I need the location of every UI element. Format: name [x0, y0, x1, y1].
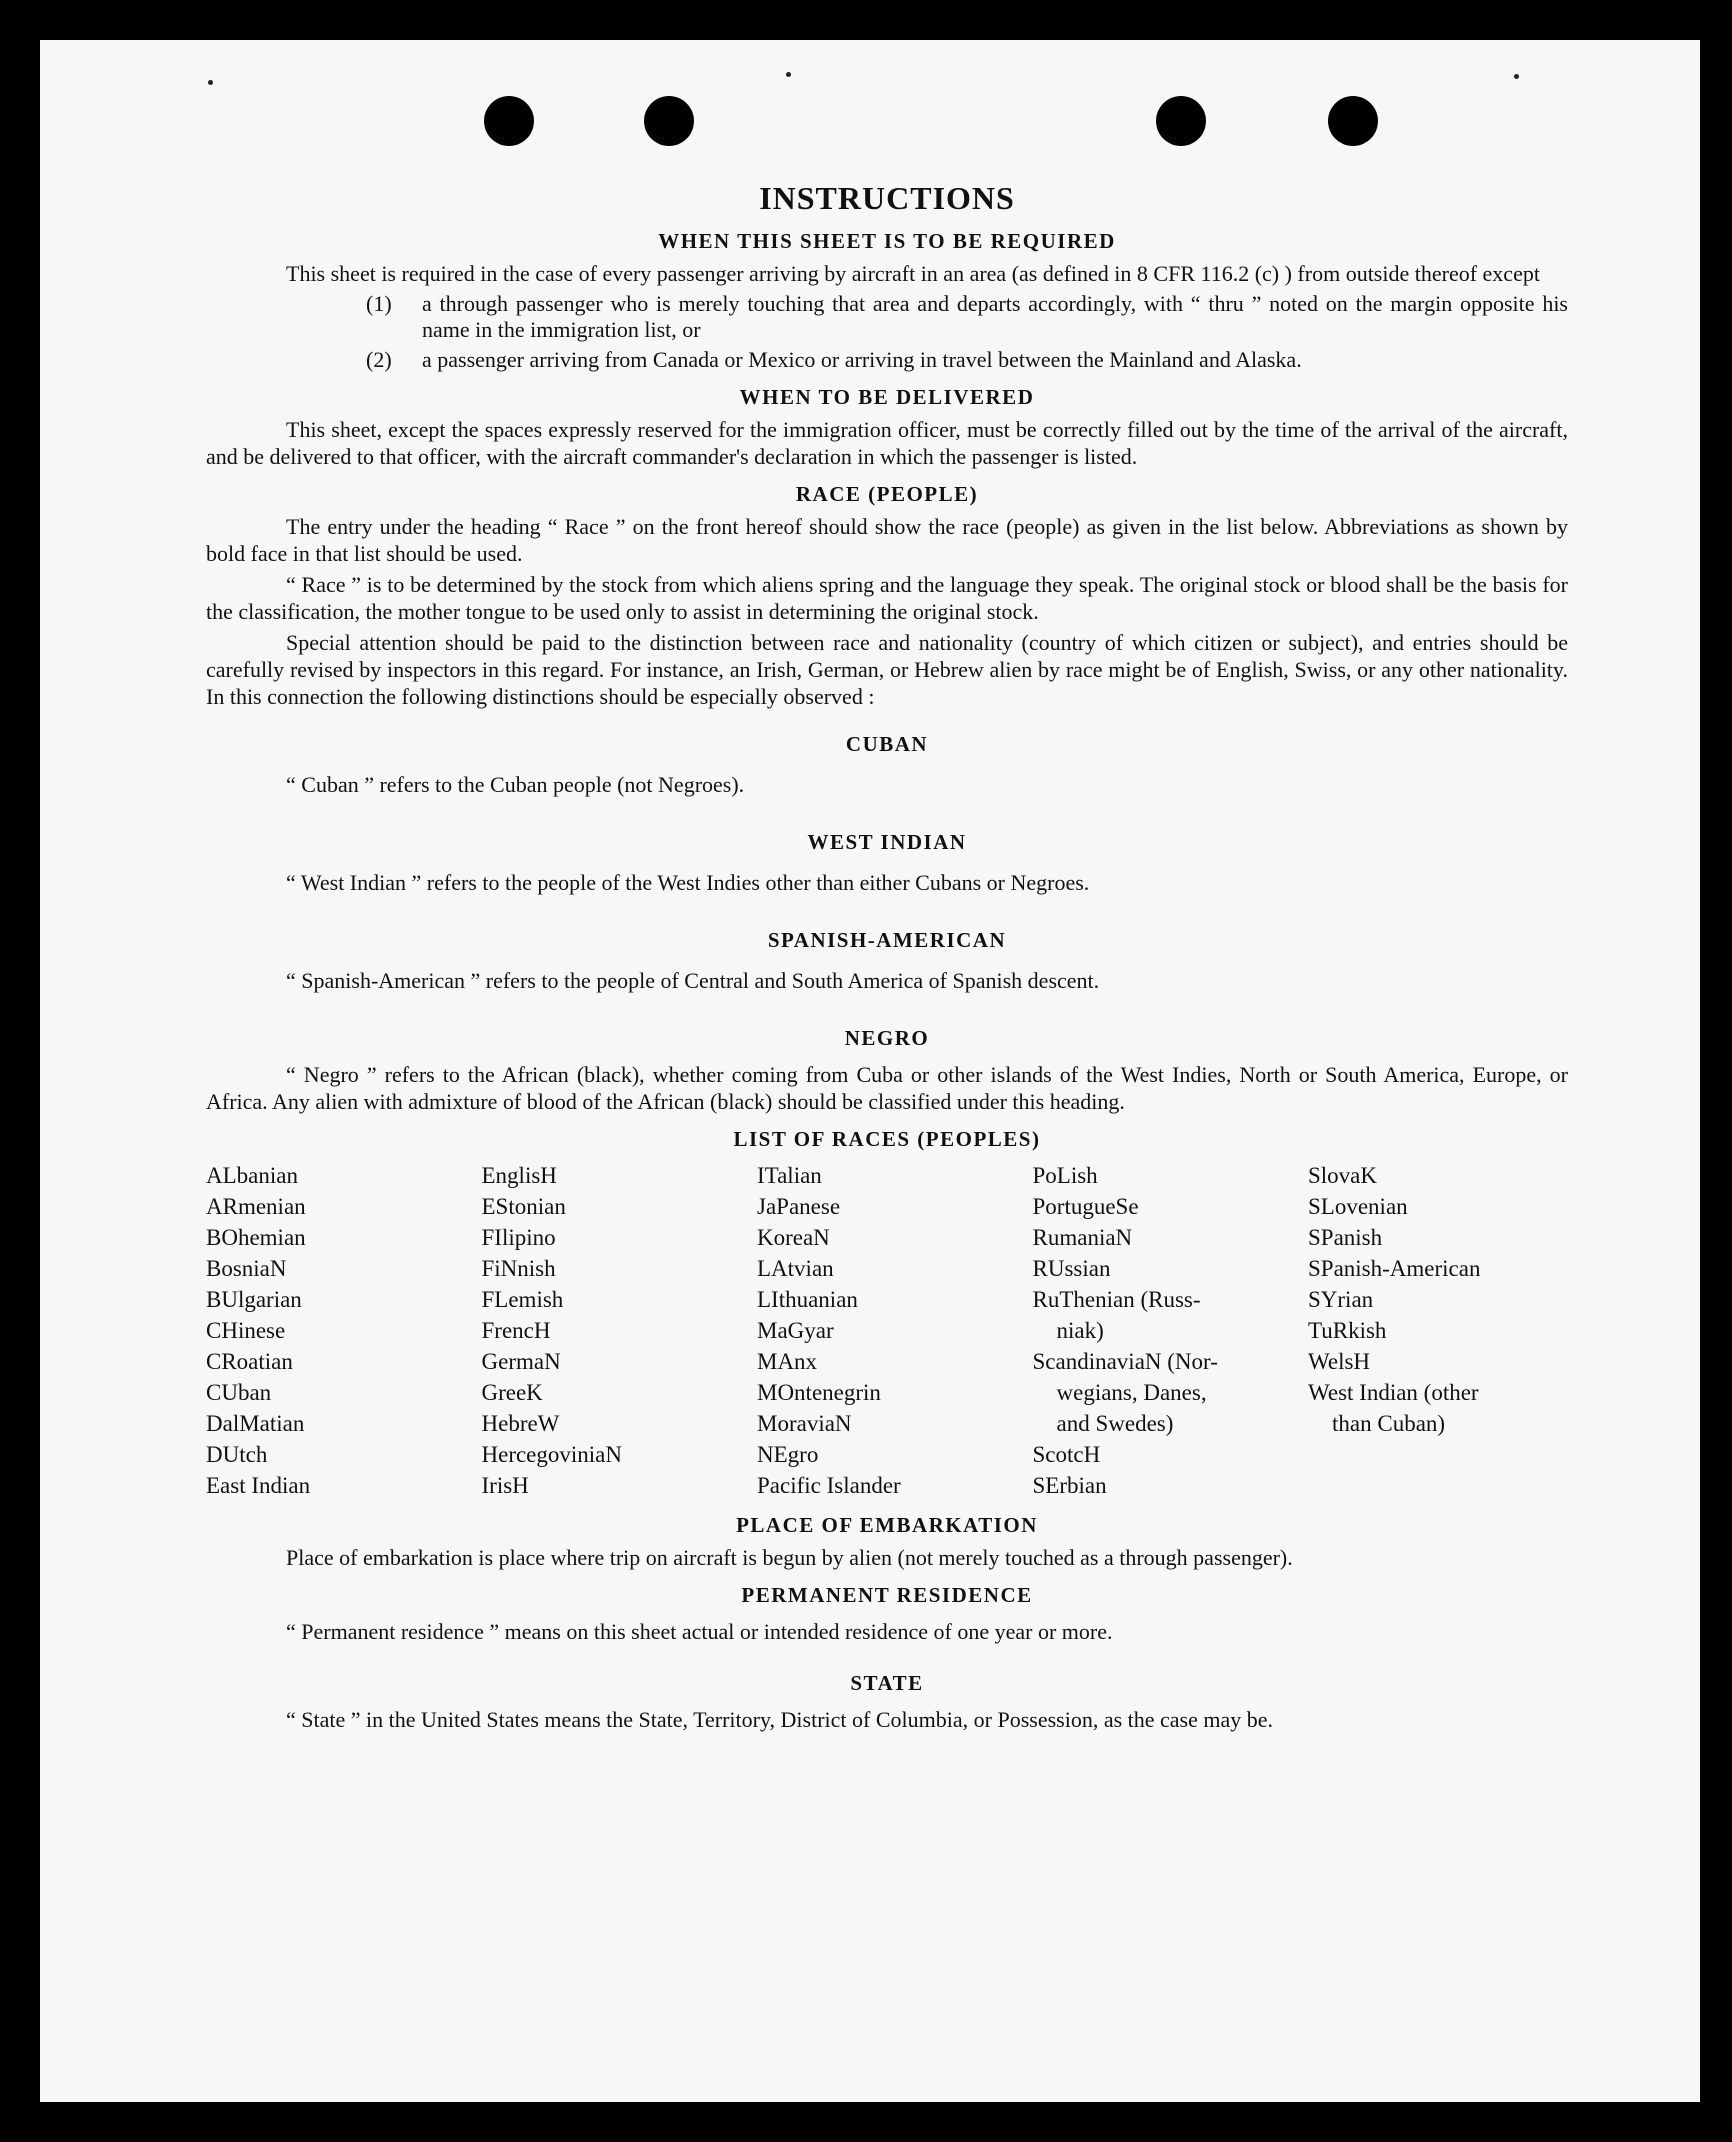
instructions-content	[206, 180, 1568, 1733]
race-entry: RUssian	[1032, 1256, 1111, 1281]
punch-hole	[1328, 96, 1378, 146]
race-entry: ITalian	[757, 1163, 822, 1188]
race-entry: CUban	[206, 1380, 272, 1405]
race-entry: FrencH	[481, 1318, 551, 1343]
race-entry: GermaN	[481, 1349, 561, 1374]
race-entry: ScandinaviaN (Nor-	[1032, 1349, 1218, 1374]
race-entry: HebreW	[481, 1411, 560, 1436]
race-entry: TuRkish	[1308, 1318, 1387, 1343]
punch-hole	[1156, 96, 1206, 146]
races-column	[1033, 1160, 1293, 1501]
race-entry: IrisH	[481, 1473, 529, 1498]
state-text: “ State ” in the United States means the State, Territory, District of Columbia, or Possession, as the case may be.	[286, 1707, 1274, 1732]
race-entry: FIlipino	[481, 1225, 556, 1250]
heading-race: RACE (PEOPLE)	[795, 482, 979, 506]
list-item: (1) a through passenger who is merely touching that area and departs accordingly, with “ thru ” noted on the margin opposite his name in the immigration list, or	[366, 291, 1568, 342]
race-entry: and Swedes)	[1056, 1411, 1174, 1436]
heading-when-required: WHEN THIS SHEET IS TO BE REQUIRED	[658, 229, 1116, 253]
race-entry: LIthuanian	[757, 1287, 858, 1312]
race-entry: EnglisH	[481, 1163, 557, 1188]
when-required-text: This sheet is required in the case of every passenger arriving by aircraft in an area (as defined in 8 CFR 116.2 (c) ) from outside thereof except	[286, 261, 1540, 286]
race-entry: WelsH	[1308, 1349, 1371, 1374]
race-entry: West Indian (other	[1308, 1380, 1479, 1405]
paper-speck	[208, 80, 213, 85]
race-entry: BosniaN	[206, 1256, 287, 1281]
races-column	[206, 1160, 466, 1501]
race-entry: RuThenian (Russ-	[1032, 1287, 1201, 1312]
race-entry: SLovenian	[1308, 1194, 1408, 1219]
paper-speck	[786, 72, 791, 77]
race-paragraph: Special attention should be paid to the distinction between race and nationality (country of which citizen or subject), and entries should be carefully revised by inspectors in this regard. For instance, an Irish, German, or Hebrew alien by race might be of English, Swiss, or any other nationality. In this connection the following distinctions should be especially observed :	[206, 630, 1568, 709]
race-entry: GreeK	[481, 1380, 543, 1405]
heading-west-indian: WEST INDIAN	[807, 830, 967, 854]
races-column	[757, 1160, 1017, 1501]
heading-negro: NEGRO	[844, 1026, 930, 1050]
document-page	[40, 40, 1700, 2102]
heading-cuban: CUBAN	[845, 732, 929, 756]
race-entry: Pacific Islander	[757, 1473, 901, 1498]
race-entry: BUlgarian	[206, 1287, 302, 1312]
race-entry: CHinese	[206, 1318, 286, 1343]
page-title: INSTRUCTIONS	[759, 180, 1015, 216]
race-entry: EStonian	[481, 1194, 566, 1219]
race-entry: MaGyar	[757, 1318, 834, 1343]
race-entry: HercegoviniaN	[481, 1442, 622, 1467]
race-entry: wegians, Danes,	[1056, 1380, 1207, 1405]
heading-state: STATE	[850, 1671, 924, 1695]
heading-list-of-races: LIST OF RACES (PEOPLES)	[733, 1127, 1041, 1151]
residence-text: “ Permanent residence ” means on this sheet actual or intended residence of one year or more.	[286, 1619, 1113, 1644]
race-entry: MOntenegrin	[757, 1380, 881, 1405]
race-entry: FLemish	[481, 1287, 564, 1312]
race-entry: DUtch	[206, 1442, 268, 1467]
race-entry: SErbian	[1032, 1473, 1107, 1498]
race-entry: East Indian	[206, 1473, 311, 1498]
races-column	[482, 1160, 742, 1501]
heading-embarkation: PLACE OF EMBARKATION	[736, 1513, 1038, 1537]
exception-list	[366, 291, 1568, 373]
cuban-text: “ Cuban ” refers to the Cuban people (not Negroes).	[286, 772, 745, 797]
race-entry: MAnx	[757, 1349, 818, 1374]
race-paragraph: “ Race ” is to be determined by the stock from which aliens spring and the language they speak. The original stock or blood shall be the basis for the classification, the mother tongue to be used only to assist in determining the original stock.	[206, 572, 1568, 624]
race-entry: JaPanese	[757, 1194, 841, 1219]
race-entry: SPanish-American	[1308, 1256, 1481, 1281]
race-entry: RumaniaN	[1032, 1225, 1133, 1250]
list-item: (2) a passenger arriving from Canada or Mexico or arriving in travel between the Mainland and Alaska.	[366, 347, 1302, 372]
race-entry: SPanish	[1308, 1225, 1383, 1250]
race-paragraph: The entry under the heading “ Race ” on the front hereof should show the race (people) as given in the list below. Abbreviations as shown by bold face in that list should be used.	[206, 514, 1568, 566]
west-indian-text: “ West Indian ” refers to the people of the West Indies other than either Cubans or Negroes.	[286, 870, 1090, 895]
race-entry: SYrian	[1308, 1287, 1374, 1312]
races-column	[1308, 1160, 1568, 1501]
race-entry: BOhemian	[206, 1225, 306, 1250]
race-entry: SlovaK	[1308, 1163, 1377, 1188]
heading-spanish-american: SPANISH-AMERICAN	[767, 928, 1007, 952]
when-delivered-text: This sheet, except the spaces expressly reserved for the immigration officer, must be correctly filled out by the time of the arrival of the aircraft, and be delivered to that officer, with the aircraft commander's declaration in which the passenger is listed.	[206, 417, 1568, 469]
punch-hole	[644, 96, 694, 146]
race-entry: MoraviaN	[757, 1411, 852, 1436]
race-entry: ALbanian	[206, 1163, 298, 1188]
race-entry: ARmenian	[206, 1194, 306, 1219]
negro-text: “ Negro ” refers to the African (black), whether coming from Cuba or other islands of the West Indies, North or South America, Europe, or Africa. Any alien with admixture of blood of the African (black) should be classified under this heading.	[206, 1062, 1568, 1114]
race-entry: niak)	[1056, 1318, 1104, 1343]
race-entry: ScotcH	[1032, 1442, 1101, 1467]
race-entry: PortugueSe	[1032, 1194, 1139, 1219]
race-entry: PoLish	[1032, 1163, 1098, 1188]
spanish-american-text: “ Spanish-American ” refers to the people of Central and South America of Spanish descent.	[286, 968, 1100, 993]
race-entry: DalMatian	[206, 1411, 305, 1436]
race-entry: than Cuban)	[1332, 1411, 1446, 1436]
race-entry: LAtvian	[757, 1256, 834, 1281]
race-entry: FiNnish	[481, 1256, 556, 1281]
embarkation-text: Place of embarkation is place where trip on aircraft is begun by alien (not merely touched as a through passenger).	[286, 1545, 1293, 1570]
race-entry: NEgro	[757, 1442, 819, 1467]
heading-when-delivered: WHEN TO BE DELIVERED	[739, 385, 1035, 409]
heading-permanent-residence: PERMANENT RESIDENCE	[741, 1583, 1033, 1607]
race-entry: CRoatian	[206, 1349, 293, 1374]
punch-hole	[484, 96, 534, 146]
races-table	[206, 1160, 1568, 1501]
race-entry: KoreaN	[757, 1225, 830, 1250]
paper-speck	[1514, 74, 1519, 79]
